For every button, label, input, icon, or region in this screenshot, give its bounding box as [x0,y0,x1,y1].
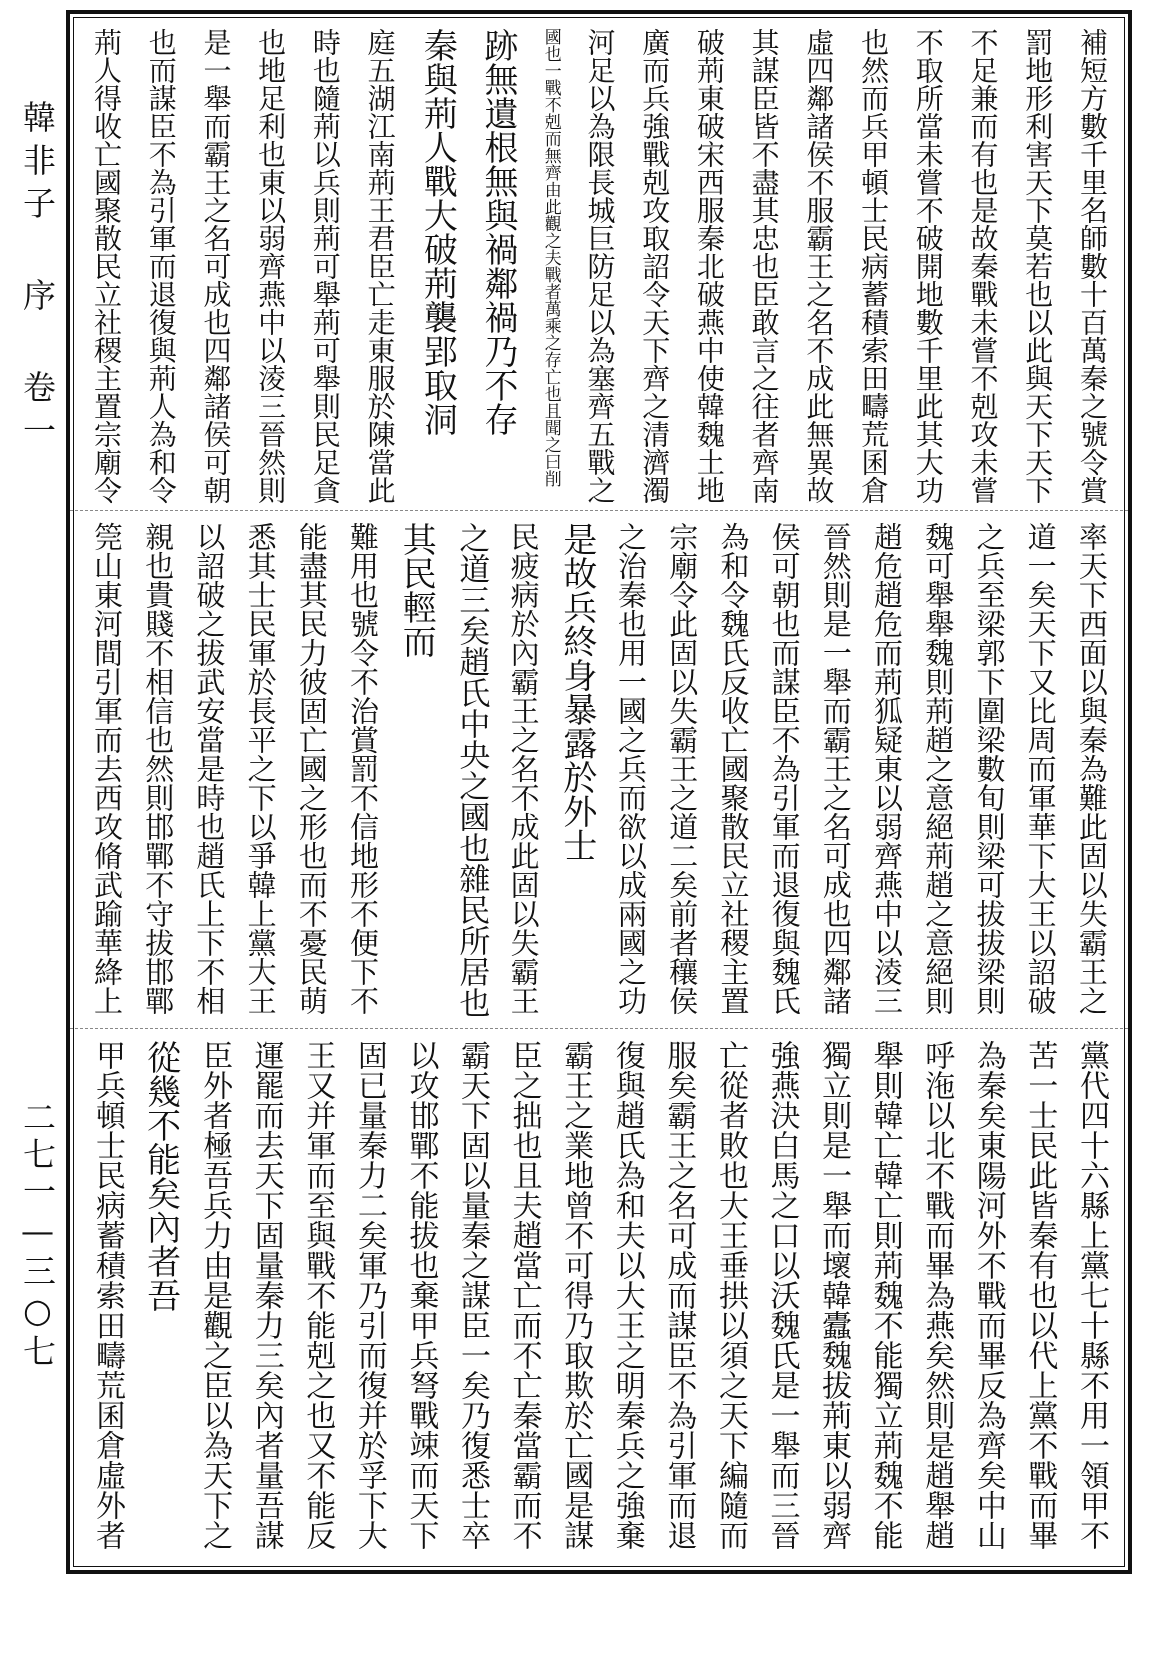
text-column: 臣外者極吾兵力由是觀之臣以為天下之 [197,1040,233,1550]
text-column: 秦與荊人戰大破荊襲郢取洞 [417,28,458,436]
text-column: 能盡其民力彼固亡國之形也而不憂民萌 [294,522,329,1015]
text-column: 罰地形利害天下莫若也以此與天下天下 [1021,28,1055,504]
text-column: 也而謀臣不為引軍而退復與荊人為和令 [144,28,178,504]
text-column: 以攻邯鄲不能拔也棄甲兵弩戰竦而天下 [403,1040,439,1550]
page-frame [66,10,1132,1574]
text-column: 其民輕而 [396,522,437,658]
text-column: 民疲病於內霸王之名不成此固以失霸王 [506,522,541,1015]
block-divider [70,1028,1128,1030]
text-column: 固已量秦力二矣軍乃引而復并於孚下大 [351,1040,387,1550]
text-column: 為秦矣東陽河外不戰而畢反為齊矣中山 [970,1040,1006,1550]
left-margin [10,100,57,1600]
text-column: 破荊東破宋西服秦北破燕中使韓魏土地 [692,28,726,504]
text-column: 復與趙氏為和夫以大王之明秦兵之強棄 [609,1040,645,1550]
text-column: 趙危趙危而荊狐疑東以弱齊燕中以淩三 [870,522,905,1015]
text-column: 國也一戰不剋而無齊由此觀之夫戰者萬乘之存亡也且聞之曰削 [540,28,561,487]
text-column: 也地足利也東以弱齊燕中以淩三晉然則 [254,28,288,504]
text-column: 亡從者敗也大王垂拱以須之天下編隨而 [712,1040,748,1550]
book-title: 韓非子 序 卷一 [18,100,57,456]
text-column: 霸王之業地曾不可得乃取欺於亡國是謀 [558,1040,594,1550]
text-block-middle [90,522,1109,1022]
text-column: 荊人得收亡國聚散民立社稷主置宗廟令 [90,28,123,504]
text-column: 侯可朝也而謀臣不為引軍而退復與魏氏 [767,522,802,1015]
text-column: 道一矣天下又比周而軍華下大王以詔破 [1023,522,1058,1015]
text-block-lower [90,1040,1109,1560]
text-column: 跡無遺根無與禍鄰禍乃不存 [478,28,519,436]
text-column: 運罷而去天下固量秦力三矣內者量吾謀 [248,1040,284,1550]
text-column: 虛四鄰諸侯不服霸王之名不成此無異故 [802,28,836,504]
text-column: 黨代四十六縣上黨七十縣不用一領甲不 [1073,1040,1109,1550]
text-column: 王又并軍而至與戰不能剋之也又不能反 [300,1040,336,1550]
text-column: 河足以為限長城巨防足以為塞齊五戰之 [583,28,617,504]
text-column: 服矣霸王之名可成而謀臣不為引軍而退 [661,1040,697,1550]
text-column: 獨立則是一舉而壞韓蠹魏拔荊東以弱齊 [816,1040,852,1550]
text-column: 筦山東河間引軍而去西攻脩武踰華絳上 [90,522,124,1015]
text-column: 庭五湖江南荊王君臣亡走東服於陳當此 [363,28,397,504]
text-column: 臣之拙也且夫趙當亡而不亡秦當霸而不 [506,1040,542,1550]
text-column: 時也隨荊以兵則荊可舉荊可舉則民足貪 [308,28,342,504]
text-column: 不取所當未嘗不破開地數千里此其大功 [911,28,945,504]
text-column: 強燕決白馬之口以沃魏氏是一舉而三晉 [764,1040,800,1550]
text-column: 不足兼而有也是故秦戰未嘗不剋攻未嘗 [966,28,1000,504]
text-column: 從幾不能矣內者吾 [140,1040,181,1312]
page-number: 二七一—三○七 [18,1100,57,1371]
text-column: 霸天下固以量秦之謀臣一矣乃復悉士卒 [455,1040,491,1550]
text-column: 悉其士民軍於長平之下以爭韓上黨大王 [243,522,278,1015]
text-column: 之治秦也用一國之兵而欲以成兩國之功 [614,522,649,1015]
text-column: 之兵至梁郭下圍梁數旬則梁可拔拔梁則 [972,522,1007,1015]
text-column: 為和令魏氏反收亡國聚散民立社稷主置 [716,522,751,1015]
text-column: 親也貴賤不相信也然則邯鄲不守拔邯鄲 [141,522,176,1015]
text-column: 宗廟令此固以失霸王之道二矣前者穰侯 [665,522,700,1015]
text-column: 難用也號令不治賞罰不信地形不便下不 [346,522,381,1015]
text-column: 甲兵頓士民病蓄積索田疇荒囷倉虛外者 [90,1040,125,1550]
block-divider [70,510,1128,512]
text-column: 廣而兵強戰剋攻取詔令天下齊之清濟濁 [638,28,672,504]
text-column: 率天下西面以與秦為難此固以失霸王之 [1074,522,1109,1015]
text-column: 是故兵終身暴露於外士 [556,522,597,862]
text-block-upper [90,28,1109,504]
text-column: 魏可舉舉魏則荊趙之意絕荊趙之意絕則 [921,522,956,1015]
text-column: 之道三矣趙氏中央之國也雜民所居也 [453,522,490,1018]
text-column: 也然而兵甲頓士民病蓄積索田疇荒囷倉 [857,28,891,504]
text-column: 其謀臣皆不盡其忠也臣敢言之往者齊南 [747,28,781,504]
text-column: 舉則韓亡韓亡則荊魏不能獨立荊魏不能 [867,1040,903,1550]
text-column: 是一舉而霸王之名可成也四鄰諸侯可朝 [199,28,233,504]
text-column: 補短方數千里名師數十百萬秦之號令賞 [1075,28,1109,504]
text-column: 呼沲以北不戰而畢為燕矣然則是趙舉趙 [919,1040,955,1550]
text-column: 以詔破之拔武安當是時也趙氏上下不相 [192,522,227,1015]
text-column: 苦一士民此皆秦有也以代上黨不戰而畢 [1022,1040,1058,1550]
text-column: 晉然則是一舉而霸王之名可成也四鄰諸 [818,522,853,1015]
